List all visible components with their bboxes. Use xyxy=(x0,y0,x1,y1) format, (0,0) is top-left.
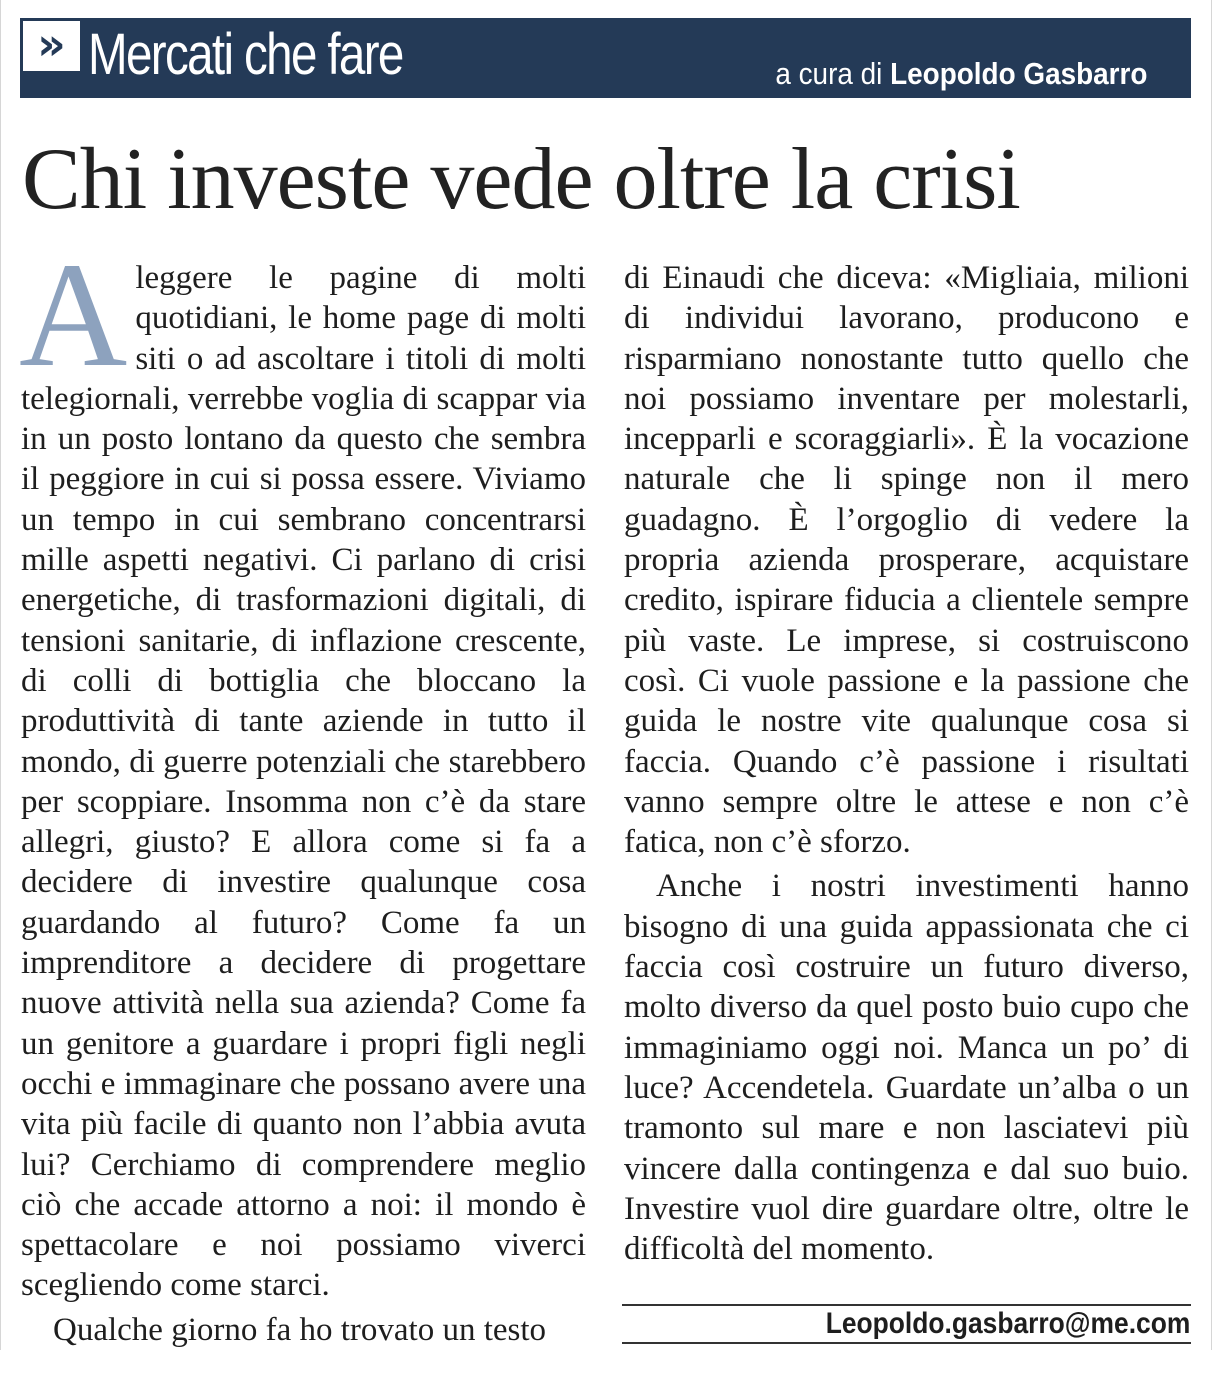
article-column-right xyxy=(624,258,1189,1269)
article-column-left xyxy=(19,232,586,1350)
page-edge-left xyxy=(0,0,1,1350)
article-headline: Chi investe vede oltre la crisi xyxy=(22,131,1020,228)
byline xyxy=(775,54,1147,94)
footer-divider-bottom xyxy=(622,1342,1191,1344)
paragraph: Anche i nostri investimenti hanno bisogno di una guida appassionata che ci faccia così costruire un futuro diverso, molto diverso da quel posto buio cupo che immaginiamo oggi noi. Manca un po’ di luce? Accendetela. Guardate un’alba o un tramonto sul mare e non lasciatevi più vincere dalla contingenza e dal suo buio. Investire vuol dire guardare oltre, oltre le difficoltà del momento. xyxy=(624,868,1189,1268)
paragraph: di Einaudi che diceva: «Migliaia, milioni di individui lavorano, producono e risparmiano nonostante tutto quello che noi possiamo inventare per molestarli, incepparli e scoraggiarli». È la vocazione naturale che li spinge non il mero guadagno. È l’orgoglio di vedere la propria azienda prosperare, acquistare credito, ispirare fiducia a clientele sempre più vaste. Le imprese, si costruiscono così. Ci vuole passione e la passione che guida le nostre vite qualunque cosa si faccia. Quando c’è passione i risultati vanno sempre oltre le attese e non c’è fatica, non c’è sforzo. xyxy=(624,260,1189,861)
paragraph: Qualche giorno fa ho trovato un testo xyxy=(53,1311,547,1348)
paragraph xyxy=(19,232,586,1306)
section-title: Mercati che fare xyxy=(88,22,403,87)
byline-author: Leopoldo Gasbarro xyxy=(889,56,1147,91)
paragraph-text: leggere le pagine di molti quotidiani, le home page di molti siti o ad ascoltare i titoli di molti telegiornali, verrebbe voglia di scappar via in un posto lontano da questo che sembra il peggiore in cui si possa essere. Viviamo un tempo in cui sembrano concentrarsi mille aspetti negativi. Ci parlano di crisi energetiche, di trasformazioni digitali, di tensioni sanitarie, di inflazione crescente, di colli di bottiglia che bloccano la produttività di tante aziende in tutto il mondo, di guerre potenziali che starebbero per scoppiare. Insomma non c’è da stare allegri, giusto? E allora come si fa a decidere di investire qualunque cosa guardando al futuro? Come fa un imprenditore a decidere di progettare nuove attività nella sua azienda? Come fa un genitore a guardare i propri figli negli occhi e immaginare che possano avere una vita più facile di quanto non l’abbia avuta lui? Cerchiamo di comprendere meglio ciò che accade attorno a noi: il mondo è spettacolare e noi possiamo viverci scegliendo come starci. xyxy=(21,260,586,1304)
double-chevron-icon: » xyxy=(23,21,80,71)
author-email: Leopoldo.gasbarro@me.com xyxy=(825,1307,1190,1340)
drop-cap: A xyxy=(19,232,128,398)
byline-prefix: a cura di xyxy=(774,56,890,91)
section-header xyxy=(20,18,1191,98)
